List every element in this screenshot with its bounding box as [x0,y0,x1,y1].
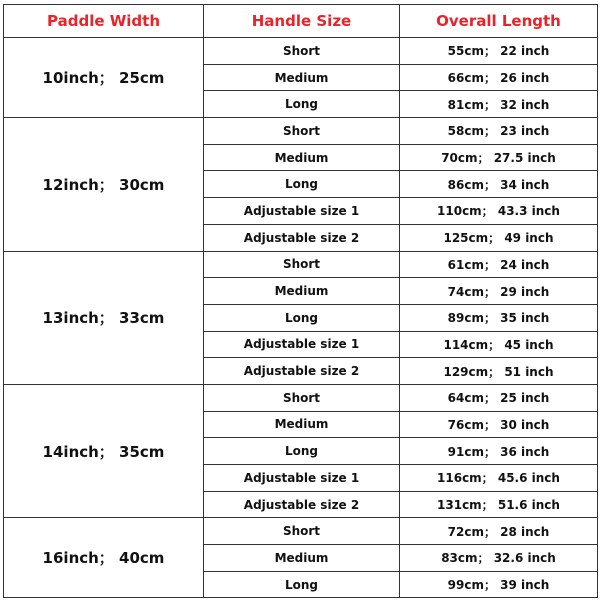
handle-size-cell: Adjustable size 2 [204,491,400,518]
table-row [4,518,598,545]
overall-length-cell: 131cm； 51.6 inch [400,491,598,518]
table-body [4,38,598,598]
overall-length-cell: 114cm； 45 inch [400,331,598,358]
handle-size-cell: Adjustable size 2 [204,224,400,251]
handle-size-cell: Long [204,571,400,598]
handle-size-cell: Adjustable size 1 [204,331,400,358]
overall-length-cell: 89cm； 35 inch [400,304,598,331]
handle-size-cell: Short [204,384,400,411]
overall-length-cell: 83cm； 32.6 inch [400,545,598,572]
overall-length-cell: 76cm； 30 inch [400,411,598,438]
table-row [4,118,598,145]
header-handle-size: Handle Size [204,5,400,38]
table-row [4,251,598,278]
handle-size-cell: Long [204,171,400,198]
handle-size-cell: Medium [204,144,400,171]
handle-size-cell: Short [204,38,400,65]
header-overall-length: Overall Length [400,5,598,38]
overall-length-cell: 81cm； 32 inch [400,91,598,118]
handle-size-cell: Long [204,304,400,331]
handle-size-cell: Long [204,438,400,465]
handle-size-cell: Short [204,518,400,545]
overall-length-cell: 66cm； 26 inch [400,64,598,91]
overall-length-cell: 116cm； 45.6 inch [400,465,598,492]
handle-size-cell: Short [204,118,400,145]
overall-length-cell: 61cm； 24 inch [400,251,598,278]
handle-size-cell: Long [204,91,400,118]
handle-size-cell: Medium [204,411,400,438]
handle-size-cell: Medium [204,545,400,572]
overall-length-cell: 55cm； 22 inch [400,38,598,65]
header-paddle-width: Paddle Width [4,5,204,38]
handle-size-cell: Adjustable size 1 [204,465,400,492]
overall-length-cell: 74cm； 29 inch [400,278,598,305]
overall-length-cell: 99cm； 39 inch [400,571,598,598]
overall-length-cell: 86cm； 34 inch [400,171,598,198]
handle-size-cell: Adjustable size 2 [204,358,400,385]
overall-length-cell: 72cm； 28 inch [400,518,598,545]
handle-size-cell: Medium [204,64,400,91]
paddle-width-cell: 13inch； 33cm [4,251,204,384]
table-row [4,38,598,65]
table-row [4,384,598,411]
paddle-width-cell: 12inch； 30cm [4,118,204,251]
paddle-width-cell: 16inch； 40cm [4,518,204,598]
overall-length-cell: 125cm； 49 inch [400,224,598,251]
header-row [4,5,598,38]
overall-length-cell: 58cm； 23 inch [400,118,598,145]
overall-length-cell: 110cm； 43.3 inch [400,198,598,225]
paddle-width-cell: 10inch； 25cm [4,38,204,118]
paddle-width-cell: 14inch； 35cm [4,384,204,517]
table-header [4,5,598,38]
handle-size-cell: Medium [204,278,400,305]
overall-length-cell: 70cm； 27.5 inch [400,144,598,171]
size-chart-table [3,4,598,598]
handle-size-cell: Adjustable size 1 [204,198,400,225]
overall-length-cell: 64cm； 25 inch [400,384,598,411]
overall-length-cell: 129cm； 51 inch [400,358,598,385]
overall-length-cell: 91cm； 36 inch [400,438,598,465]
handle-size-cell: Short [204,251,400,278]
